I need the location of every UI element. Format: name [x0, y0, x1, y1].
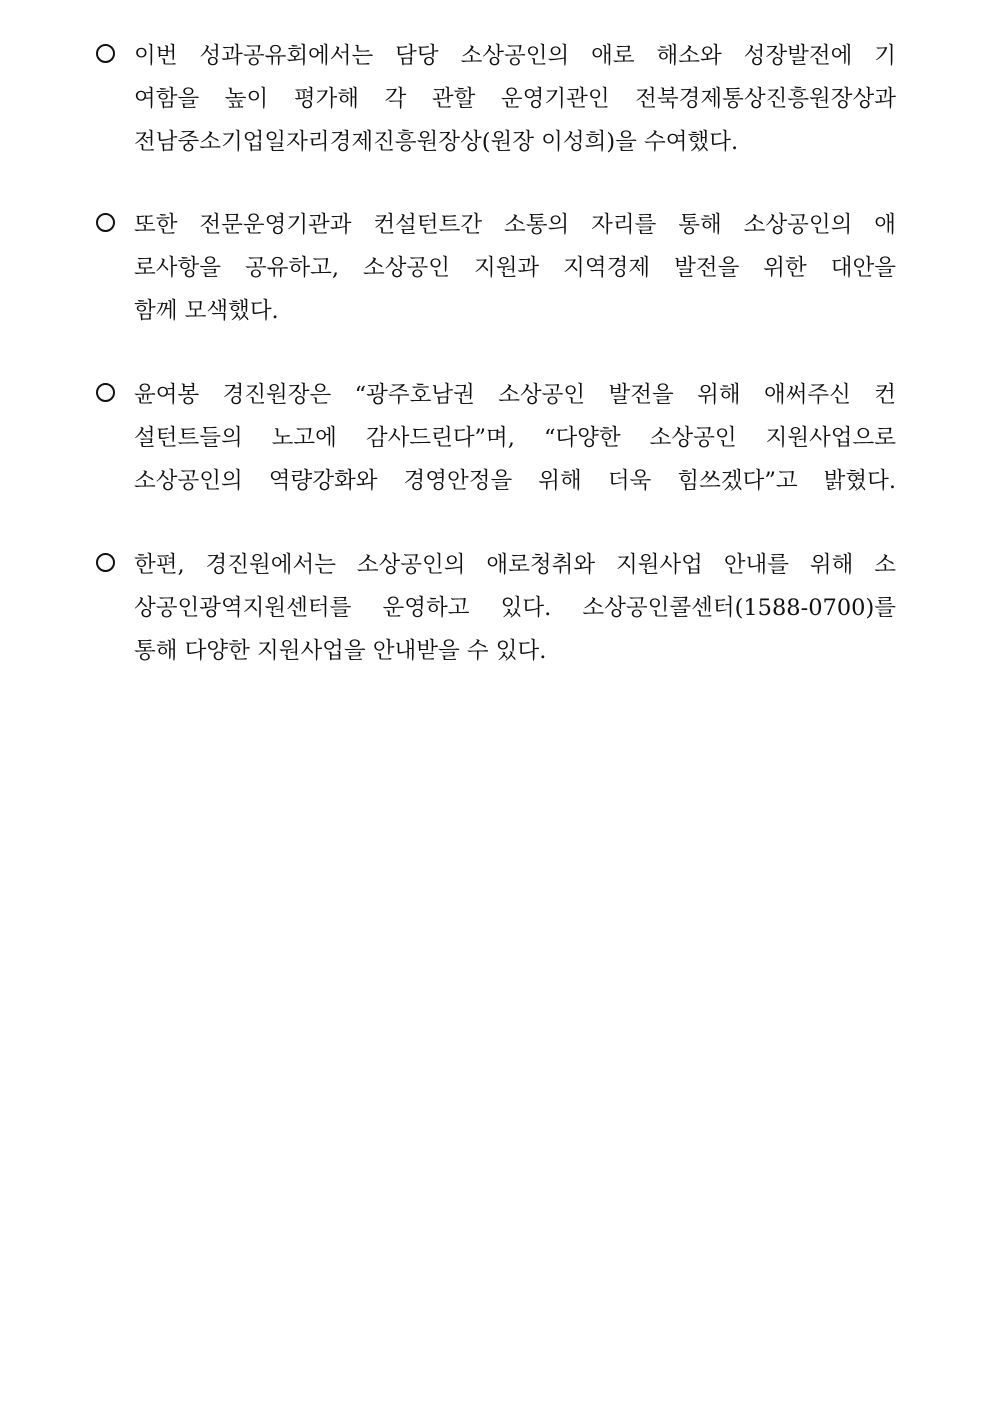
circle-bullet-icon — [96, 44, 115, 63]
circle-bullet-icon — [96, 553, 115, 572]
circle-bullet-icon — [96, 213, 115, 232]
paragraph-line: 상공인광역지원센터를 운영하고 있다. 소상공인콜센터(1588-0700)를 — [134, 595, 896, 621]
paragraph-line: 한편, 경진원에서는 소상공인의 애로청취와 지원사업 안내를 위해 소 — [134, 552, 896, 578]
paragraph-line: 이번 성과공유회에서는 담당 소상공인의 애로 해소와 성장발전에 기 — [134, 43, 896, 69]
paragraph-line: 전남중소기업일자리경제진흥원장상(원장 이성희)을 수여했다. — [134, 129, 739, 155]
paragraph-line: 설턴트들의 노고에 감사드린다”며, “다양한 소상공인 지원사업으로 — [134, 425, 896, 451]
circle-bullet-icon — [96, 383, 115, 402]
paragraph-line: 소상공인의 역량강화와 경영안정을 위해 더욱 힘쓰겠다”고 밝혔다. — [134, 468, 896, 494]
paragraph-line: 함께 모색했다. — [134, 298, 279, 324]
paragraph-line: 또한 전문운영기관과 컨설턴트간 소통의 자리를 통해 소상공인의 애 — [134, 212, 896, 238]
paragraph-line: 여함을 높이 평가해 각 관할 운영기관인 전북경제통상진흥원장상과 — [134, 86, 896, 112]
paragraph-line: 윤여봉 경진원장은 “광주호남권 소상공인 발전을 위해 애써주신 컨 — [134, 382, 896, 408]
paragraph-line: 로사항을 공유하고, 소상공인 지원과 지역경제 발전을 위한 대안을 — [134, 255, 896, 281]
paragraph-line: 통해 다양한 지원사업을 안내받을 수 있다. — [134, 638, 547, 664]
